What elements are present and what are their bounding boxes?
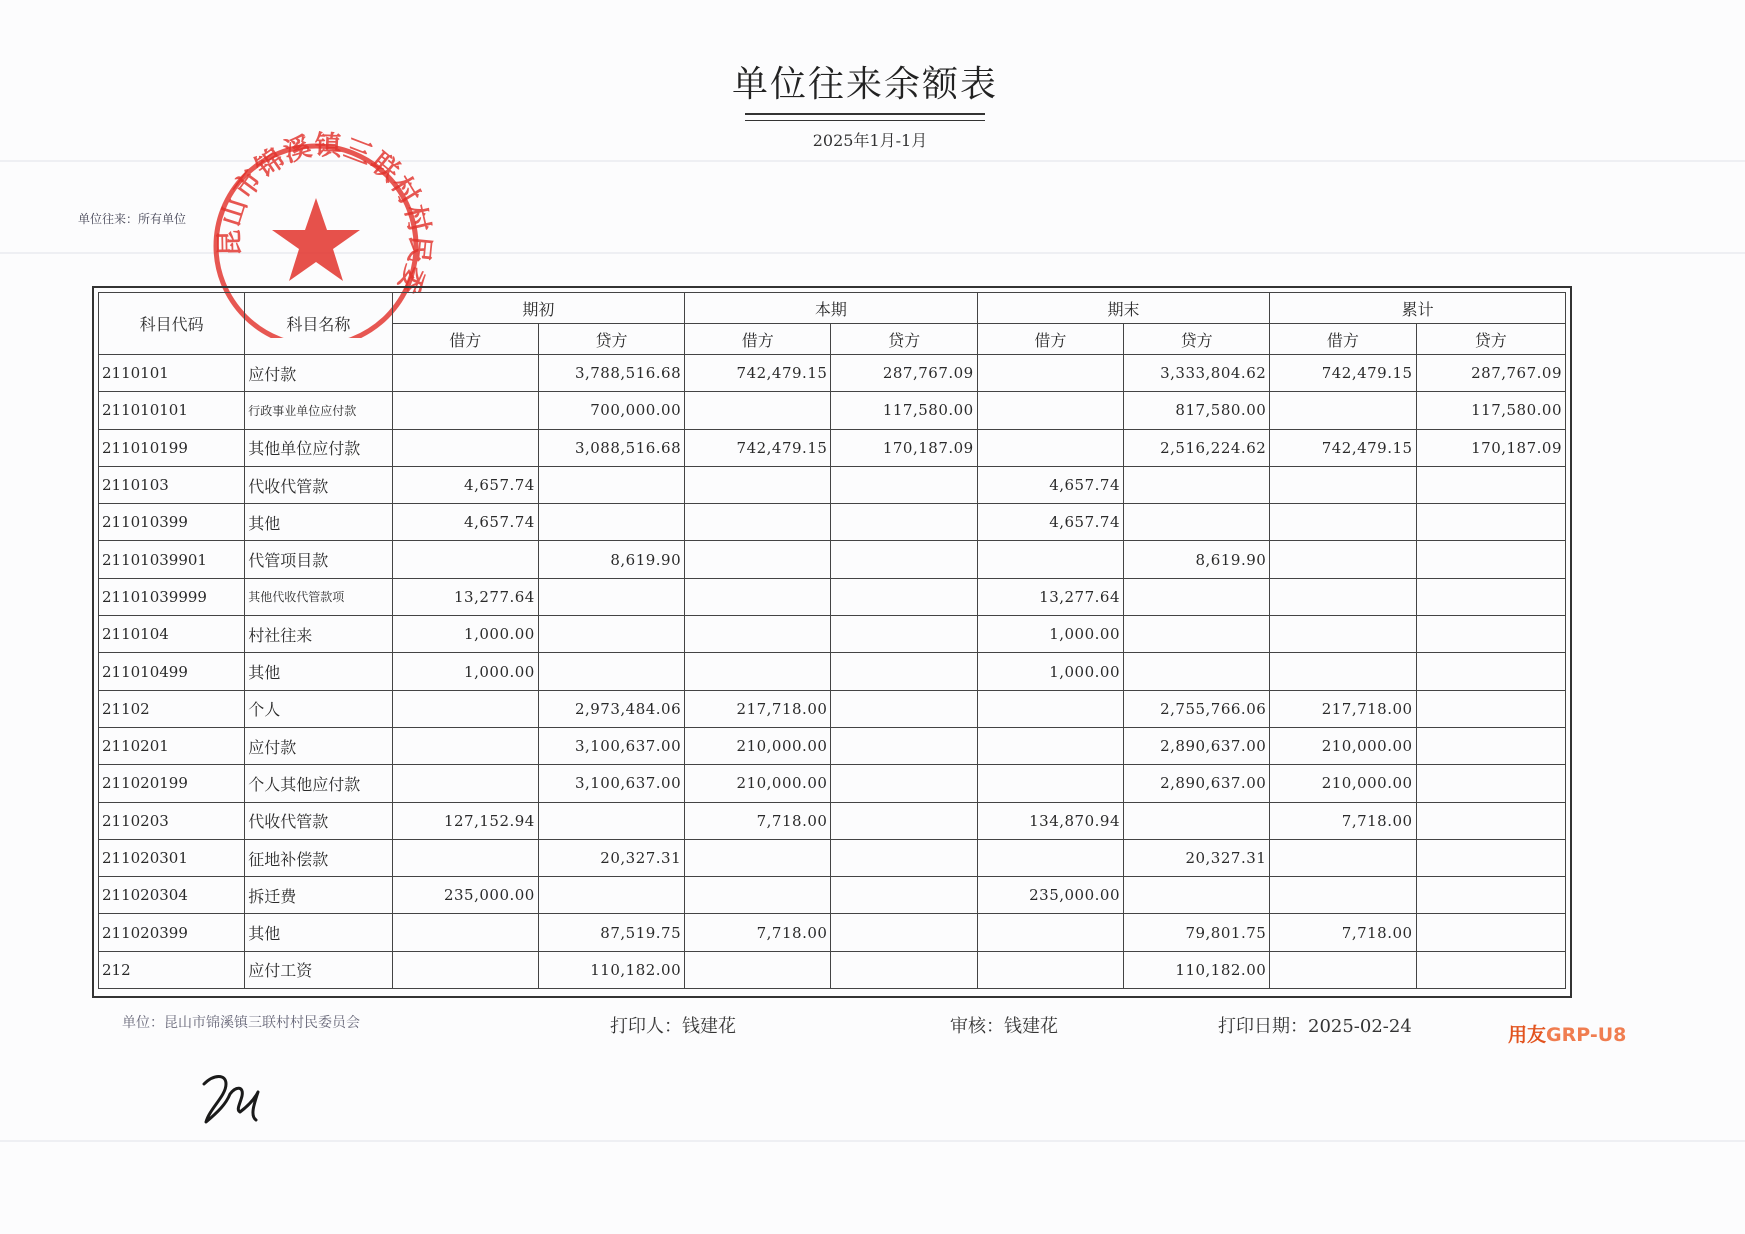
amount-cell — [1124, 877, 1270, 914]
amount-cell: 2,973,484.06 — [538, 690, 684, 727]
account-name-cell: 其他代收代管款项 — [245, 578, 392, 615]
amount-cell: 3,100,637.00 — [538, 765, 684, 802]
amount-cell — [1270, 951, 1416, 988]
account-name-cell: 代收代管款 — [245, 466, 392, 503]
amount-cell: 170,187.09 — [831, 429, 977, 466]
amount-cell: 8,619.90 — [1124, 541, 1270, 578]
brand-product: GRP-U8 — [1546, 1024, 1627, 1046]
amount-cell — [1270, 877, 1416, 914]
amount-cell: 210,000.00 — [685, 765, 831, 802]
account-code-cell: 2110104 — [99, 616, 245, 653]
amount-cell — [977, 541, 1123, 578]
amount-cell — [1270, 616, 1416, 653]
header-debit: 借方 — [392, 324, 538, 355]
table-row — [99, 616, 1566, 653]
table-row — [99, 653, 1566, 690]
amount-cell — [1416, 802, 1565, 839]
amount-cell — [1124, 578, 1270, 615]
title-underline — [745, 113, 985, 115]
account-name-cell: 个人其他应付款 — [245, 765, 392, 802]
amount-cell — [685, 392, 831, 429]
scan-artifact — [0, 1140, 1745, 1142]
header-credit: 贷方 — [1416, 324, 1565, 355]
account-name-cell: 其他 — [245, 653, 392, 690]
account-code-cell: 21101039901 — [99, 541, 245, 578]
account-code-cell: 2110201 — [99, 727, 245, 764]
amount-cell — [1270, 392, 1416, 429]
account-name-cell: 应付工资 — [245, 951, 392, 988]
amount-cell — [977, 392, 1123, 429]
account-name-cell: 村社往来 — [245, 616, 392, 653]
amount-cell — [392, 727, 538, 764]
account-code-cell: 2110203 — [99, 802, 245, 839]
amount-cell — [392, 765, 538, 802]
table-row — [99, 541, 1566, 578]
amount-cell — [831, 765, 977, 802]
header-debit: 借方 — [977, 324, 1123, 355]
amount-cell: 127,152.94 — [392, 802, 538, 839]
header-debit: 借方 — [1270, 324, 1416, 355]
amount-cell — [831, 653, 977, 690]
amount-cell — [831, 727, 977, 764]
amount-cell: 3,333,804.62 — [1124, 355, 1270, 392]
amount-cell — [831, 914, 977, 951]
amount-cell — [685, 466, 831, 503]
amount-cell — [1416, 653, 1565, 690]
account-name-cell: 应付款 — [245, 727, 392, 764]
amount-cell — [977, 951, 1123, 988]
amount-cell: 817,580.00 — [1124, 392, 1270, 429]
amount-cell — [538, 653, 684, 690]
amount-cell — [685, 616, 831, 653]
account-code-cell: 2110103 — [99, 466, 245, 503]
amount-cell — [538, 616, 684, 653]
amount-cell: 2,516,224.62 — [1124, 429, 1270, 466]
amount-cell: 235,000.00 — [977, 877, 1123, 914]
amount-cell — [977, 355, 1123, 392]
account-code-cell: 2110101 — [99, 355, 245, 392]
account-code-cell: 211010499 — [99, 653, 245, 690]
header-credit: 贷方 — [1124, 324, 1270, 355]
table-row — [99, 802, 1566, 839]
amount-cell — [977, 727, 1123, 764]
amount-cell: 3,788,516.68 — [538, 355, 684, 392]
amount-cell — [831, 578, 977, 615]
account-code-cell: 211020199 — [99, 765, 245, 802]
amount-cell: 287,767.09 — [831, 355, 977, 392]
amount-cell: 87,519.75 — [538, 914, 684, 951]
amount-cell: 110,182.00 — [538, 951, 684, 988]
seal-text: 昆山市锦溪镇三联村村民委 — [214, 130, 436, 299]
report-title: 单位往来余额表 — [731, 64, 998, 105]
unit-filter-label: 单位往来：所有单位 — [78, 212, 187, 226]
amount-cell: 117,580.00 — [1416, 392, 1565, 429]
amount-cell: 134,870.94 — [977, 802, 1123, 839]
account-name-cell: 其他 — [245, 504, 392, 541]
amount-cell: 1,000.00 — [392, 653, 538, 690]
table-row — [99, 877, 1566, 914]
account-name-cell: 个人 — [245, 690, 392, 727]
table-row — [99, 578, 1566, 615]
amount-cell: 1,000.00 — [977, 653, 1123, 690]
amount-cell — [1270, 653, 1416, 690]
table-row — [99, 429, 1566, 466]
amount-cell — [1124, 653, 1270, 690]
amount-cell — [831, 877, 977, 914]
header-group-current: 本期 — [685, 293, 978, 324]
account-code-cell: 21101039999 — [99, 578, 245, 615]
amount-cell — [685, 951, 831, 988]
account-code-cell: 212 — [99, 951, 245, 988]
amount-cell — [831, 504, 977, 541]
table-row — [99, 355, 1566, 392]
amount-cell — [1416, 616, 1565, 653]
amount-cell — [538, 504, 684, 541]
amount-cell — [1416, 951, 1565, 988]
account-code-cell: 211010199 — [99, 429, 245, 466]
amount-cell — [1270, 839, 1416, 876]
balance-table — [98, 292, 1566, 989]
amount-cell: 742,479.15 — [685, 429, 831, 466]
amount-cell — [1416, 765, 1565, 802]
amount-cell — [831, 802, 977, 839]
amount-cell: 217,718.00 — [1270, 690, 1416, 727]
amount-cell — [831, 616, 977, 653]
amount-cell: 700,000.00 — [538, 392, 684, 429]
brand-logo — [1508, 1020, 1626, 1047]
account-name-cell: 应付款 — [245, 355, 392, 392]
table-row — [99, 690, 1566, 727]
amount-cell: 4,657.74 — [392, 504, 538, 541]
amount-cell — [392, 429, 538, 466]
amount-cell — [1124, 616, 1270, 653]
amount-cell — [977, 839, 1123, 876]
amount-cell: 7,718.00 — [685, 914, 831, 951]
amount-cell: 287,767.09 — [1416, 355, 1565, 392]
account-code-cell: 211010101 — [99, 392, 245, 429]
footer-unit: 单位：昆山市锦溪镇三联村村民委员会 — [122, 1015, 360, 1031]
header-credit: 贷方 — [538, 324, 684, 355]
amount-cell — [1416, 541, 1565, 578]
amount-cell — [538, 877, 684, 914]
amount-cell: 210,000.00 — [1270, 765, 1416, 802]
amount-cell — [685, 578, 831, 615]
footer-reviewer: 审核：钱建花 — [950, 1016, 1058, 1037]
amount-cell — [1416, 504, 1565, 541]
amount-cell — [685, 877, 831, 914]
account-name-cell: 代管项目款 — [245, 541, 392, 578]
account-code-cell: 211020304 — [99, 877, 245, 914]
account-name-cell: 征地补偿款 — [245, 839, 392, 876]
amount-cell — [1270, 541, 1416, 578]
account-name-cell: 拆迁费 — [245, 877, 392, 914]
table-row — [99, 914, 1566, 951]
amount-cell — [392, 355, 538, 392]
amount-cell: 7,718.00 — [685, 802, 831, 839]
table-row — [99, 392, 1566, 429]
amount-cell — [831, 466, 977, 503]
amount-cell: 742,479.15 — [1270, 355, 1416, 392]
header-credit: 贷方 — [831, 324, 977, 355]
amount-cell — [1270, 578, 1416, 615]
amount-cell: 742,479.15 — [685, 355, 831, 392]
amount-cell: 217,718.00 — [685, 690, 831, 727]
amount-cell — [1124, 504, 1270, 541]
amount-cell — [831, 839, 977, 876]
header-group-opening: 期初 — [392, 293, 685, 324]
amount-cell — [685, 504, 831, 541]
amount-cell — [1416, 727, 1565, 764]
account-name-cell: 其他 — [245, 914, 392, 951]
amount-cell: 3,100,637.00 — [538, 727, 684, 764]
table-row — [99, 727, 1566, 764]
amount-cell — [1124, 802, 1270, 839]
amount-cell — [831, 541, 977, 578]
amount-cell — [1416, 578, 1565, 615]
amount-cell — [685, 839, 831, 876]
handwritten-signature — [196, 1064, 286, 1134]
table-row — [99, 951, 1566, 988]
amount-cell — [538, 802, 684, 839]
amount-cell — [1416, 839, 1565, 876]
header-code: 科目代码 — [99, 293, 245, 355]
amount-cell: 79,801.75 — [1124, 914, 1270, 951]
amount-cell — [392, 839, 538, 876]
title-underline — [745, 120, 985, 121]
amount-cell — [1416, 466, 1565, 503]
amount-cell: 170,187.09 — [1416, 429, 1565, 466]
amount-cell: 7,718.00 — [1270, 802, 1416, 839]
amount-cell: 2,755,766.06 — [1124, 690, 1270, 727]
amount-cell — [538, 466, 684, 503]
amount-cell: 20,327.31 — [538, 839, 684, 876]
report-period: 2025年1月-1月 — [812, 131, 928, 150]
amount-cell: 742,479.15 — [1270, 429, 1416, 466]
amount-cell — [1124, 466, 1270, 503]
amount-cell: 117,580.00 — [831, 392, 977, 429]
amount-cell — [1416, 690, 1565, 727]
amount-cell: 13,277.64 — [977, 578, 1123, 615]
amount-cell — [977, 429, 1123, 466]
account-code-cell: 211020301 — [99, 839, 245, 876]
amount-cell — [392, 951, 538, 988]
amount-cell: 110,182.00 — [1124, 951, 1270, 988]
amount-cell: 4,657.74 — [977, 504, 1123, 541]
account-name-cell: 其他单位应付款 — [245, 429, 392, 466]
table-row — [99, 839, 1566, 876]
amount-cell: 4,657.74 — [392, 466, 538, 503]
amount-cell — [977, 765, 1123, 802]
amount-cell: 2,890,637.00 — [1124, 765, 1270, 802]
amount-cell: 235,000.00 — [392, 877, 538, 914]
account-name-cell: 代收代管款 — [245, 802, 392, 839]
amount-cell — [685, 653, 831, 690]
amount-cell: 7,718.00 — [1270, 914, 1416, 951]
amount-cell: 1,000.00 — [977, 616, 1123, 653]
amount-cell: 13,277.64 — [392, 578, 538, 615]
account-name-cell: 行政事业单位应付款 — [245, 392, 392, 429]
amount-cell — [538, 578, 684, 615]
amount-cell — [1416, 914, 1565, 951]
amount-cell — [392, 392, 538, 429]
amount-cell — [392, 690, 538, 727]
brand-name: 用友 — [1508, 1024, 1547, 1046]
footer-print-date: 打印日期：2025-02-24 — [1218, 1016, 1412, 1037]
account-code-cell: 21102 — [99, 690, 245, 727]
amount-cell — [977, 914, 1123, 951]
header-group-closing: 期末 — [977, 293, 1270, 324]
amount-cell: 3,088,516.68 — [538, 429, 684, 466]
amount-cell — [831, 690, 977, 727]
table-row — [99, 466, 1566, 503]
amount-cell: 210,000.00 — [685, 727, 831, 764]
header-debit: 借方 — [685, 324, 831, 355]
amount-cell: 1,000.00 — [392, 616, 538, 653]
amount-cell — [392, 914, 538, 951]
header-name: 科目名称 — [245, 293, 392, 355]
amount-cell — [1270, 466, 1416, 503]
account-code-cell: 211010399 — [99, 504, 245, 541]
amount-cell: 210,000.00 — [1270, 727, 1416, 764]
amount-cell: 4,657.74 — [977, 466, 1123, 503]
amount-cell — [392, 541, 538, 578]
account-code-cell: 211020399 — [99, 914, 245, 951]
footer-printer: 打印人：钱建花 — [610, 1016, 736, 1037]
amount-cell — [1270, 504, 1416, 541]
report-title-block — [730, 56, 1000, 121]
amount-cell — [977, 690, 1123, 727]
amount-cell — [1416, 877, 1565, 914]
table-row — [99, 504, 1566, 541]
amount-cell — [685, 541, 831, 578]
table-body — [99, 355, 1566, 989]
amount-cell: 2,890,637.00 — [1124, 727, 1270, 764]
header-group-cumulative: 累计 — [1270, 293, 1566, 324]
amount-cell: 20,327.31 — [1124, 839, 1270, 876]
table-row — [99, 765, 1566, 802]
amount-cell: 8,619.90 — [538, 541, 684, 578]
amount-cell — [831, 951, 977, 988]
